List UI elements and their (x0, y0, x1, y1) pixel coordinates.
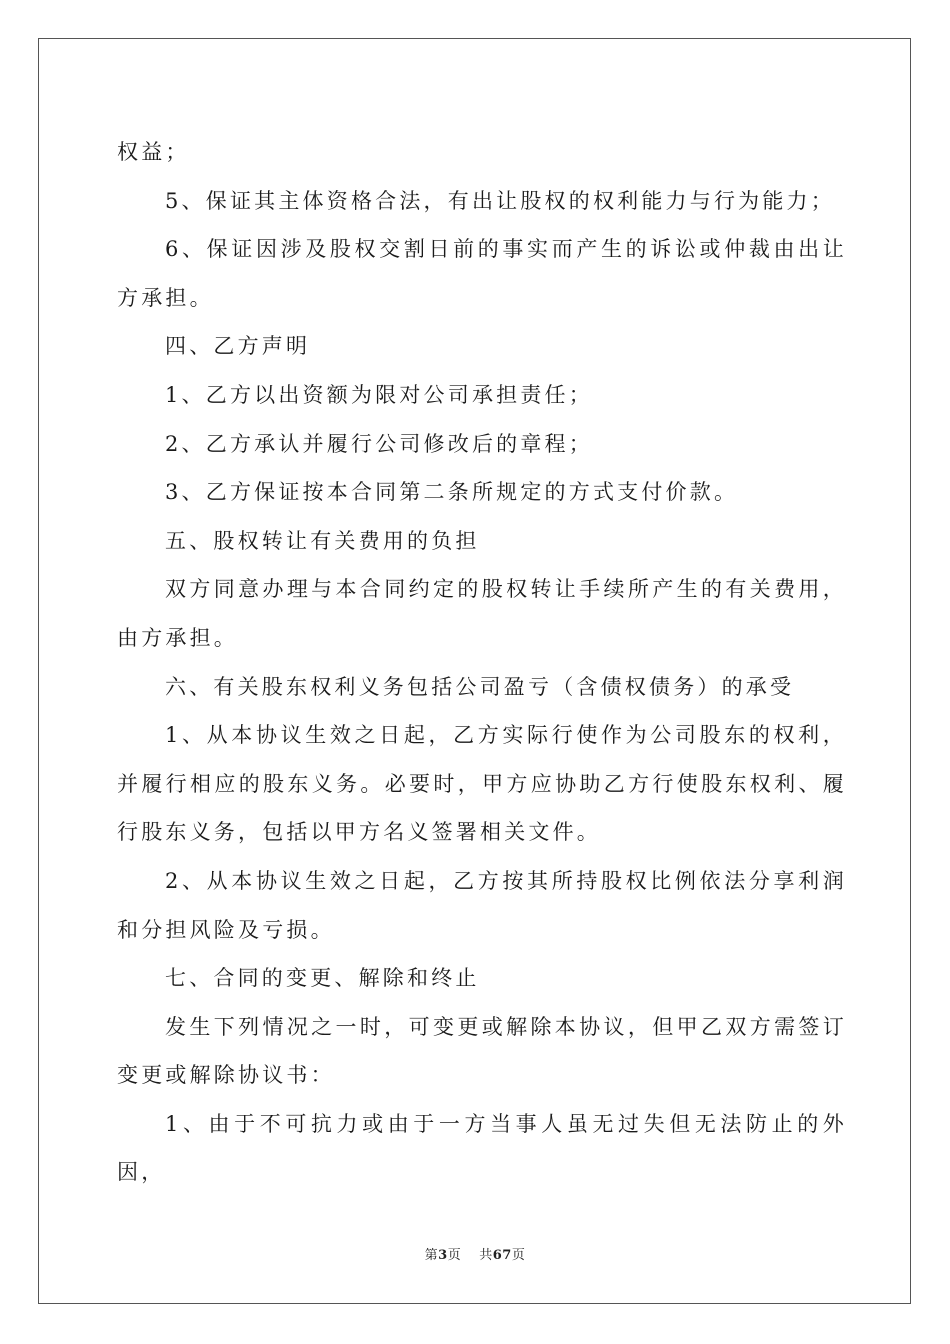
section-heading: 七、合同的变更、解除和终止 (165, 966, 480, 991)
page-prefix: 第 (424, 1248, 439, 1263)
section-heading: 六、有关股东权利义务包括公司盈亏（含债权债务）的承受 (165, 674, 795, 699)
section-heading: 四、乙方声明 (165, 334, 311, 359)
paragraph: 1、由于不可抗力或由于一方当事人虽无过失但无法防止的外因， (117, 1111, 847, 1185)
total-prefix: 共 (479, 1248, 493, 1263)
paragraph: 5、保证其主体资格合法，有出让股权的权利能力与行为能力； (165, 188, 835, 213)
paragraph: 1、从本协议生效之日起，乙方实际行使作为公司股东的权利，并履行相应的股东义务。必要时，甲方应协助乙方行使股东权利、履行股东义务，包括以甲方名义签署相关文件。 (117, 723, 847, 845)
paragraph: 权益； (117, 140, 190, 164)
page-footer (0, 1244, 950, 1263)
paragraph: 2、乙方承认并履行公司修改后的章程； (165, 431, 593, 456)
page-number: 3 (438, 1248, 448, 1263)
paragraph: 发生下列情况之一时，可变更或解除本协议，但甲乙双方需签订变更或解除协议书： (117, 1014, 847, 1088)
total-suffix: 页 (511, 1248, 526, 1263)
paragraph: 2、从本协议生效之日起，乙方按其所持股权比例依法分享利润和分担风险及亏损。 (117, 868, 847, 942)
document-body (117, 128, 847, 1197)
paragraph: 3、乙方保证按本合同第二条所规定的方式支付价款。 (165, 480, 739, 505)
total-pages: 67 (492, 1248, 512, 1263)
page-suffix: 页 (447, 1248, 462, 1263)
paragraph: 双方同意办理与本合同约定的股权转让手续所产生的有关费用，由方承担。 (117, 577, 847, 650)
section-heading: 五、股权转让有关费用的负担 (165, 528, 480, 553)
paragraph: 1、乙方以出资额为限对公司承担责任； (165, 382, 593, 407)
paragraph: 6、保证因涉及股权交割日前的事实而产生的诉讼或仲裁由出让方承担。 (117, 237, 847, 310)
